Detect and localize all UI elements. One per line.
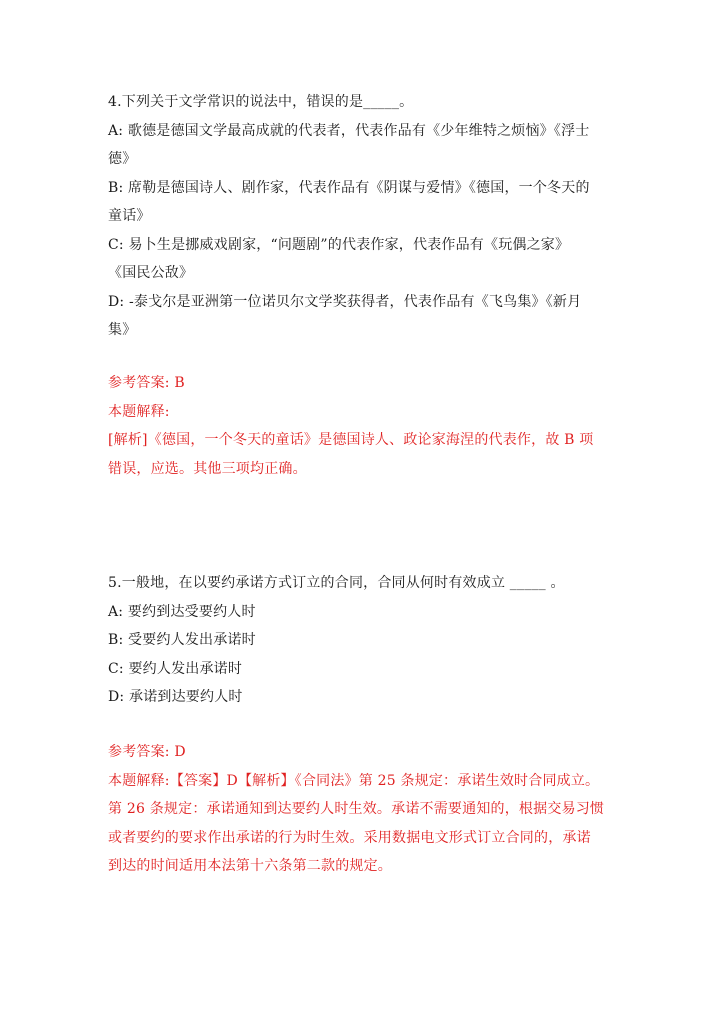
question-5 [108,569,618,712]
option-b-line-1: B: 席勒是德国诗人、剧作家，代表作品有《阴谋与爱情》《德国，一个冬天的 [108,179,590,196]
question-4 [108,88,618,345]
option-d: D: 承诺到达要约人时 [108,689,243,705]
option-b: B: 受要约人发出承诺时 [108,632,256,648]
option-a: A: 要约到达受要约人时 [108,603,256,620]
explanation-line-1: 本题解释:【答案】D【解析】《合同法》第 25 条规定：承诺生效时合同成立。 [108,772,600,789]
answer-5 [108,738,618,881]
option-c: C: 要约人发出承诺时 [108,660,243,677]
option-a-line-1: A: 歌德是德国文学最高成就的代表者，代表作品有《少年维特之烦恼》《浮士 [108,122,590,139]
explanation-line-4: 到达的时间适用本法第十六条第二款的规定。 [108,858,392,874]
option-a-line-2: 德》 [108,151,137,167]
reference-answer: 参考答案: D [108,744,186,760]
question-stem: 5.一般地，在以要约承诺方式订立的合同，合同从何时有效成立 _____ 。 [108,575,565,591]
answer-4 [108,369,618,483]
explanation-line-3: 或者要约的要求作出承诺的行为时生效。采用数据电文形式订立合同的，承诺 [108,829,591,846]
option-b-line-2: 童话》 [108,208,151,224]
explanation-line-1: [解析]《德国，一个冬天的童话》是德国诗人、政论家海涅的代表作，故 B 项 [108,432,594,448]
reference-answer: 参考答案: B [108,375,185,391]
option-d-line-1: D: -泰戈尔是亚洲第一位诺贝尔文学奖获得者，代表作品有《飞鸟集》《新月 [108,293,582,310]
question-stem: 4.下列关于文学常识的说法中，错误的是_____。 [108,94,414,110]
explanation-line-2: 第 26 条规定：承诺通知到达要约人时生效。承诺不需要通知的，根据交易习惯 [108,801,605,817]
explanation-label: 本题解释: [108,403,170,420]
option-c-line-1: C: 易卜生是挪威戏剧家，“问题剧”的代表作家，代表作品有《玩偶之家》 [108,236,570,253]
explanation-line-2: 错误，应选。其他三项均正确。 [108,460,307,477]
option-d-line-2: 集》 [108,322,137,338]
option-c-line-2: 《国民公敌》 [108,265,194,281]
